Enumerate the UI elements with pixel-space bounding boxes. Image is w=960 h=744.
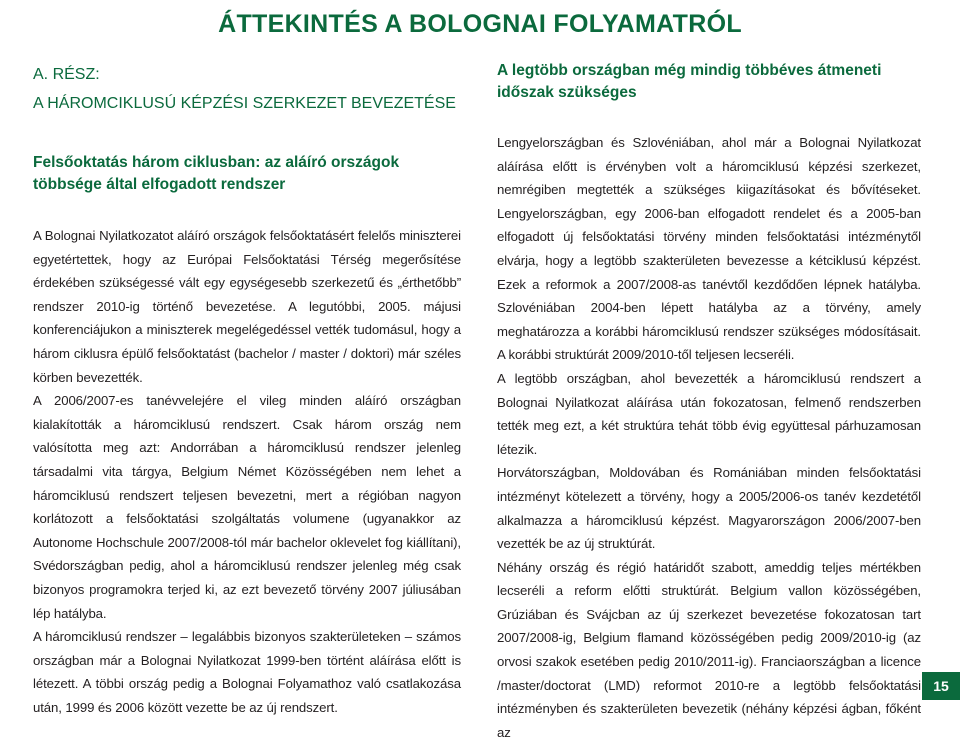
body-paragraph: A legtöbb országban, ahol bevezették a háromciklusú rendszert a Bolognai Nyilatkozat aláírása után fokozatosan, felmenő rendszerben tették meg ezt, a két struktúra tehát több évig együttesal párhuzamosan létezik.	[497, 370, 921, 457]
part-subtitle: A HÁROMCIKLUSÚ KÉPZÉSI SZERKEZET BEVEZETÉSE	[33, 95, 456, 112]
section-heading: Felsőoktatás három ciklusban: az aláíró országok többsége által elfogadott rendszer	[33, 154, 400, 193]
body-paragraph: A 2006/2007-es tanévvelejére el vileg minden aláíró országban kialakították a háromciklusú rendszert. Csak három ország nem valósította meg azt: Andorrában a háromciklusú rendszer jelenleg társadalmi vita tárgya, Belgium Német Közösségében nem lehet a háromciklusú rendszert teljesen bevezetni, mert a régióban nagyon korlátozott a felsőoktatási szolgáltatás volumene (ugyanakkor az Autonome Hochschule 2007/2008-tól már bachelor oklevelet fog kiállítani), Svédországban pedig, ahol a háromciklusú rendszer jelenleg még csak bizonyos programokra terjed ki, az ezt bevezető törvény 2007 júliusában lép hatályba.	[33, 393, 461, 621]
page-title: ÁTTEKINTÉS A BOLOGNAI FOLYAMATRÓL	[218, 10, 742, 38]
right-column	[497, 60, 921, 744]
page-number-badge: 15	[922, 672, 960, 700]
body-paragraph: Néhány ország és régió határidőt szabott, ameddig teljes mértékben lecseréli a reform előtti struktúrát. Belgium vallon közösségében, Grúziában és Svájcban az új szerkezet bevezetése fokozatosan tart 2007/2008-ig, Belgium flamand közösségében pedig 2009/2010-ig (az orvosi szakok esetében pedig 2010/2011-ig). Franciaországban a licence /master/doctorat (LMD) reformot 2010-re a legtöbb felsőoktatási intézményben és szakterületen bevezetik (néhány képzési ágban, főként az	[497, 559, 921, 740]
left-column	[33, 60, 461, 719]
body-paragraph: A háromciklusú rendszer – legalábbis bizonyos szakterületeken – számos országban már a Bolognai Nyilatkozat 1999-ben történt aláírása előtt is létezett. A többi ország pedig a Bolognai Folyamathoz való csatlakozása után, 1999 és 2006 között vezette be az új rendszert.	[33, 629, 461, 715]
body-paragraph: A Bolognai Nyilatkozatot aláíró országok felsőoktatásért felelős miniszterei egyetértettek, hogy az Európai Felsőoktatási Térség megerősítése érdekében szükségessé vált egy egységesebb szerkezetű és „érthetőbb” rendszer 2010-ig történő bevezetése. A legutóbbi, 2005. májusi konferenciájukon a miniszterek megelégedéssel vették tudomásul, hogy a három ciklusra épülő felsőoktatást (bachelor / master / doktori) már széles körben bevezették.	[33, 228, 461, 385]
body-paragraph: Horvátországban, Moldovában és Romániában minden felsőoktatási intézményt kötelezett a törvény, hogy a 2005/2006-os tanév kezdetétől alkalmazza a háromciklusú képzést. Magyarországon 2006/2007-ben vezették be az új struktúrát.	[497, 465, 921, 552]
body-paragraph: Lengyelországban és Szlovéniában, ahol már a Bolognai Nyilatkozat aláírása előtt is érvényben volt a háromciklusú képzési szerkezet, nemrégiben megtették a szükséges kiigazításokat és bővítéseket. Lengyelországban, egy 2006-ban elfogadott rendelet és a 2005-ban elfogadott új felsőoktatási törvény minden felsőoktatási intézménytől elvárja, hogy a legtöbb szakterületen bevezesse a kétciklusú képzést. Ezek a reformok a 2007/2008-as tanévtől kezdődően lépnek hatályba. Szlovéniában 2004-ben lépett hatályba az a törvény, amely meghatározza a korábbi háromciklusú rendszer szükséges módosításait. A korábbi struktúrát 2009/2010-től teljesen lecseréli.	[497, 135, 921, 363]
part-label: A. RÉSZ:	[33, 66, 100, 83]
section-heading: A legtöbb országban még mindig többéves átmeneti időszak szükséges	[497, 62, 882, 101]
